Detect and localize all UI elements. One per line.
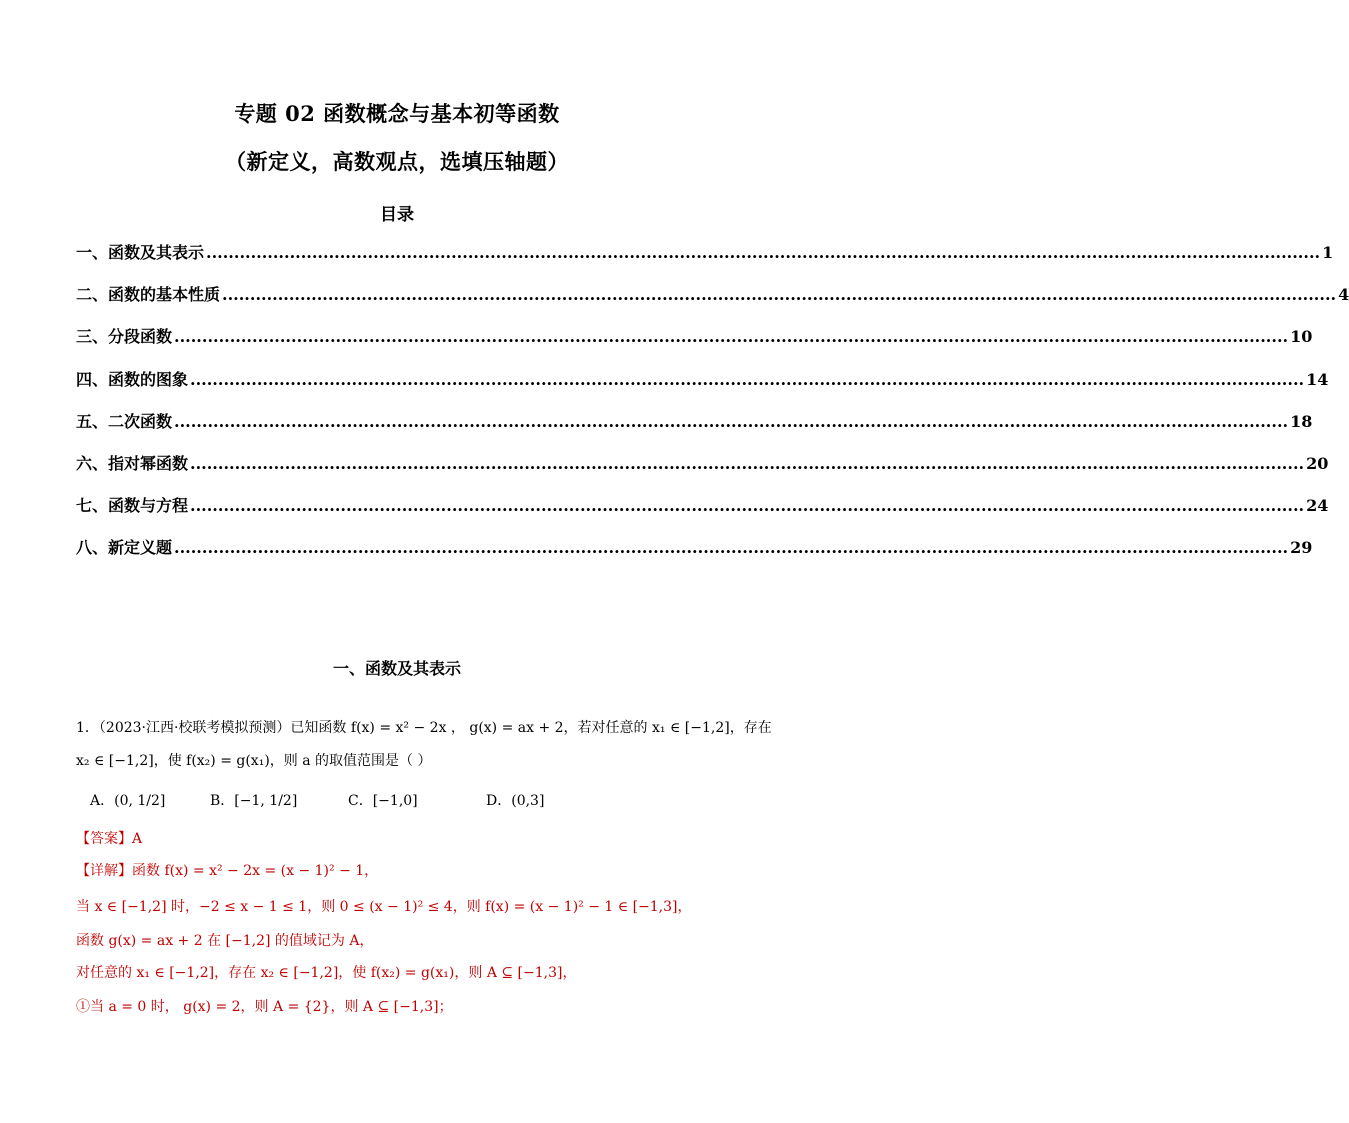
toc-item-label: 一、函数及其表示 — [76, 243, 205, 262]
table-of-contents — [76, 240, 1349, 578]
option-key: C． — [348, 793, 373, 809]
toc-item-page: 29 — [1290, 538, 1313, 558]
option-text: (0, 1/2] — [114, 793, 166, 809]
detail-label: 【详解】 — [76, 863, 132, 879]
toc-heading: 目录 — [380, 205, 414, 225]
section-heading: 一、函数及其表示 — [332, 659, 461, 678]
toc-item[interactable] — [76, 367, 1329, 409]
option-c[interactable] — [348, 790, 418, 810]
toc-leader: ........................................................................................................................................................................................................ — [190, 496, 1305, 516]
option-text: (0,3] — [511, 793, 545, 809]
toc-leader: ........................................................................................................................................................................................................ — [222, 285, 1337, 305]
toc-item[interactable] — [76, 535, 1313, 577]
toc-item-label: 六、指对幂函数 — [76, 453, 189, 473]
toc-leader: ........................................................................................................................................................................................................ — [190, 369, 1305, 389]
toc-item-page: 14 — [1306, 369, 1329, 389]
option-text: [−1, 1/2] — [234, 793, 298, 809]
answer-value: A — [132, 831, 143, 847]
detail-text: 函数 f(x) = x² − 2x = (x − 1)² − 1， — [132, 863, 379, 879]
toc-leader: ........................................................................................................................................................................................................ — [174, 327, 1289, 347]
detail-line — [76, 860, 378, 880]
document-title: 专题 02 函数概念与基本初等函数 — [234, 101, 560, 126]
toc-item[interactable] — [76, 324, 1313, 366]
answer-line — [76, 828, 142, 848]
toc-item-page: 1 — [1322, 243, 1334, 262]
toc-leader: ........................................................................................................................................................................................................ — [174, 411, 1289, 431]
detail-line: 对任意的 x₁ ∈ [−1,2]，存在 x₂ ∈ [−1,2]，使 f(x₂) = g(x₁)，则 A ⊆ [−1,3]， — [76, 965, 577, 981]
toc-leader: ........................................................................................................................................................................................................ — [174, 538, 1289, 558]
toc-item[interactable] — [76, 493, 1329, 535]
detail-line: ①当 a = 0 时， g(x) = 2，则 A = {2}，则 A ⊆ [−1,3]； — [76, 999, 453, 1015]
toc-item-page: 18 — [1290, 411, 1313, 431]
detail-line: 当 x ∈ [−1,2] 时，−2 ≤ x − 1 ≤ 1，则 0 ≤ (x − 1)² ≤ 4，则 f(x) = (x − 1)² − 1 ∈ [−1,3]， — [76, 899, 692, 915]
toc-item-page: 4 — [1338, 285, 1349, 305]
toc-leader: ........................................................................................................................................................................................................ — [206, 243, 1321, 262]
option-key: A． — [90, 793, 115, 809]
toc-item-label: 二、函数的基本性质 — [76, 285, 221, 305]
toc-leader: ........................................................................................................................................................................................................ — [190, 453, 1305, 473]
toc-item[interactable] — [76, 240, 1334, 282]
toc-item-page: 20 — [1306, 453, 1329, 473]
toc-item[interactable] — [76, 409, 1313, 451]
option-b[interactable] — [210, 790, 297, 810]
document-subtitle: （新定义，高数观点，选填压轴题） — [225, 149, 569, 174]
toc-item-page: 24 — [1306, 496, 1329, 516]
question-stem-line1: 1．（2023·江西·校联考模拟预测）已知函数 f(x) = x² − 2x ， g(x) = ax + 2，若对任意的 x₁ ∈ [−1,2]，存在 — [76, 720, 772, 736]
answer-label: 【答案】 — [76, 831, 132, 847]
option-d[interactable] — [486, 790, 544, 810]
option-text: [−1,0] — [372, 793, 418, 809]
option-a[interactable] — [90, 790, 165, 810]
option-key: B． — [210, 793, 235, 809]
toc-item-page: 10 — [1290, 327, 1313, 347]
option-key: D． — [486, 793, 512, 809]
toc-item[interactable] — [76, 451, 1329, 493]
toc-item-label: 三、分段函数 — [76, 327, 173, 347]
toc-item[interactable] — [76, 282, 1349, 324]
toc-item-label: 七、函数与方程 — [76, 496, 189, 516]
toc-item-label: 五、二次函数 — [76, 411, 173, 431]
question-stem-line2: x₂ ∈ [−1,2]，使 f(x₂) = g(x₁)，则 a 的取值范围是（ ） — [76, 753, 432, 769]
toc-item-label: 八、新定义题 — [76, 538, 173, 558]
toc-item-label: 四、函数的图象 — [76, 369, 189, 389]
detail-line: 函数 g(x) = ax + 2 在 [−1,2] 的值域记为 A， — [76, 933, 374, 949]
